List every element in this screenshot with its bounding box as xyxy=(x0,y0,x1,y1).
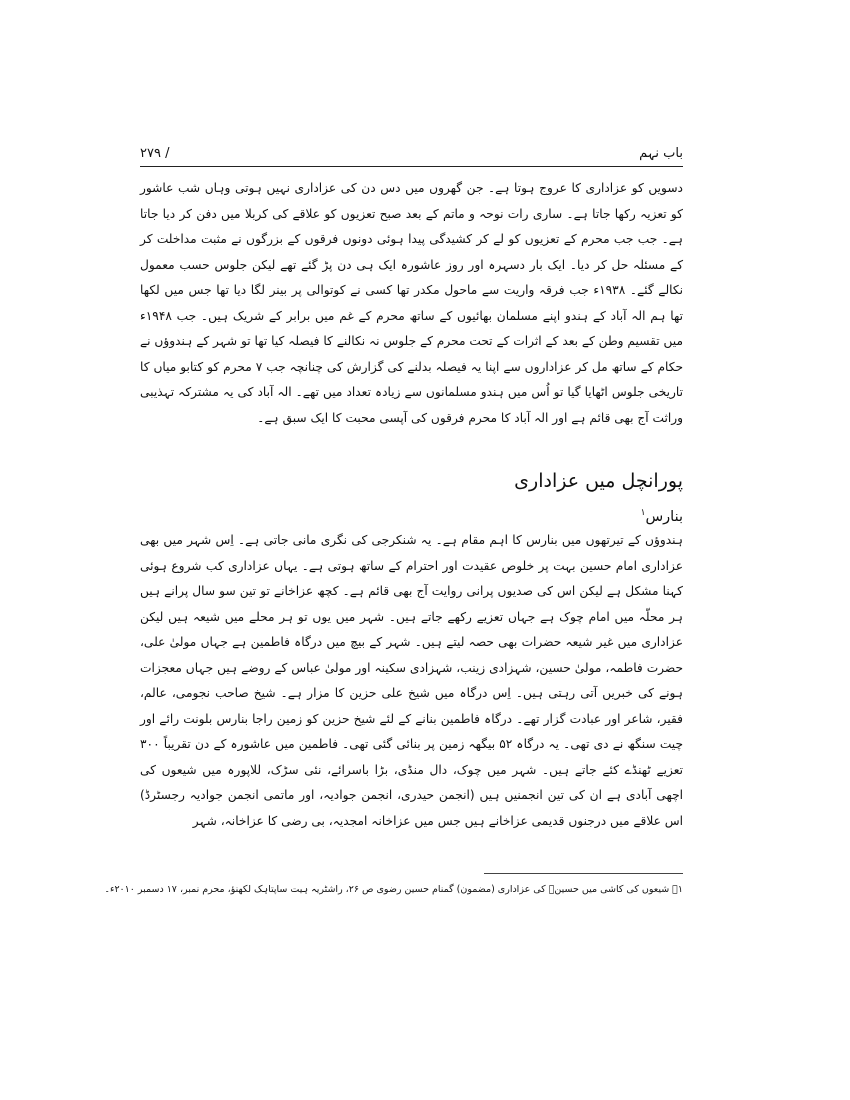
body-paragraph-2: ہندوؤں کے تیرتھوں میں بنارس کا اہم مقام ہے۔ یہ شنکرجی کی نگری مانی جاتی ہے۔ اِس شہر میں بھی عزاداری امام حسین بہت پر خلوص عقیدت اور احترام کے ساتھ ہوتی ہے۔ یہاں عزاداری کب شروع ہوئی کہنا مشکل ہے لیکن اس کی صدیوں پرانی روایت آج بھی قائم ہے۔ کچھ عزاخانے تو تین سو سال پرانے ہیں ہر محلّہ میں امام چوک ہے جہاں تعزیے رکھے جاتے ہیں۔ شہر میں یوں تو ہر محلے میں شیعہ ہیں لیکن عزاداری میں غیر شیعہ حضرات بھی حصہ لیتے ہیں۔ شہر کے بیچ میں درگاہ فاطمین ہے جہاں مولیٰ علی، حضرت فاطمہ، مولیٰ حسین، شہزادی زینب، شہزادی سکینہ اور مولیٰ عباس کے روضے ہیں جہاں معجزات ہونے کی خبریں آتی رہتی ہیں۔ اِس درگاہ میں شیخ علی حزین کا مزار ہے۔ شیخ صاحب نجومی، عالم، فقیر، شاعر اور عبادت گزار تھے۔ درگاہ فاطمین بنانے کے لئے شیخ حزین کو زمین راجا بنارس بلونت رائے اور چیت سنگھ نے دی تھی۔ یہ درگاہ ۵۲ بیگھہ زمین پر بنائی گئی تھی۔ فاطمین میں عاشورہ کے دن تقریباً ۳۰۰ تعزیے ٹھنڈے کئے جاتے ہیں۔ شہر میں چوک، دال منڈی، بڑا باسرائے، نئی سڑک، للاپورہ میں شیعوں کی اچھی آبادی ہے ان کی تین انجمنیں ہیں (انجمن حیدری، انجمن جوادیہ، اور ماتمی انجمن جوادیہ رجسٹرڈ) اس علاقے میں درجنوں قدیمی عزاخانے ہیں جس میں عزاخانہ امجدیہ، بی رضی کا عزاخانہ، شہر xyxy=(140,533,683,828)
footnote-rule xyxy=(484,873,683,874)
running-title: باب نہم xyxy=(639,146,683,161)
body-paragraph-1: دسویں کو عزاداری کا عروج ہوتا ہے۔ جن گھروں میں دس دن کی عزاداری نہیں ہوتی وہاں شب عاشور کو تعزیہ رکھا جاتا ہے۔ ساری رات نوحہ و ماتم کے بعد صبح تعزیوں کو علاقے کی کربلا میں دفن کر دیا جاتا ہے۔ جب جب محرم کے تعزیوں کو لے کر کشیدگی پیدا ہوئی دونوں فرقوں کے بزرگوں نے مثبت مداخلت کر کے مسئلہ حل کر دیا۔ ایک بار دسہرہ اور روز عاشورہ ایک ہی دن پڑ گئے تھے لیکن جلوس حسب معمول نکالے گئے۔ ۱۹۳۸ء جب فرقہ واریت سے ماحول مکدر تھا کسی نے کوتوالی پر بینر لگا دیا تھا جس میں لکھا تھا ہم الہ آباد کے ہندو اپنے مسلمان بھائیوں کے ساتھ محرم کے غم میں برابر کے شریک ہیں۔ جب ۱۹۴۸ء میں تقسیم وطن کے بعد کے اثرات کے تحت محرم کے جلوس نہ نکالنے کا فیصلہ کیا تھا تو شہر کے ہندوؤں نے حکام کے ساتھ مل کر عزاداروں سے اپنا یہ فیصلہ بدلنے کی گزارش کی چنانچہ جب ۷ محرم کو کتابو میاں کا تاریخی جلوس اٹھایا گیا تو اُس میں ہندو مسلمانوں سے زیادہ تعداد میں تھے۔ الہ آباد کی یہ مشترکہ تہذیبی وراثت آج بھی قائم ہے اور الہ آباد کا محرم فرقوں کی آپسی محبت کا ایک سبق ہے۔ xyxy=(140,181,683,425)
section-heading: پورانچل میں عزاداری xyxy=(514,470,683,492)
header-rule xyxy=(140,166,683,167)
footnote-reference: ۱ xyxy=(640,508,646,518)
page-number: / ۲۷۹ xyxy=(140,146,170,161)
sub-heading xyxy=(641,508,683,525)
sub-heading-text: بنارس xyxy=(645,508,683,525)
footnote: ۱۔ شیعوں کی کاشی میں حسینؑ کی عزاداری (مضمون) گمنام حسین رضوی ص ۲۶، راشٹریہ ہیت ساپتاہک لکھنؤ، محرم نمبر، ۱۷ دسمبر ۲۰۱۰ء۔ xyxy=(104,884,683,895)
